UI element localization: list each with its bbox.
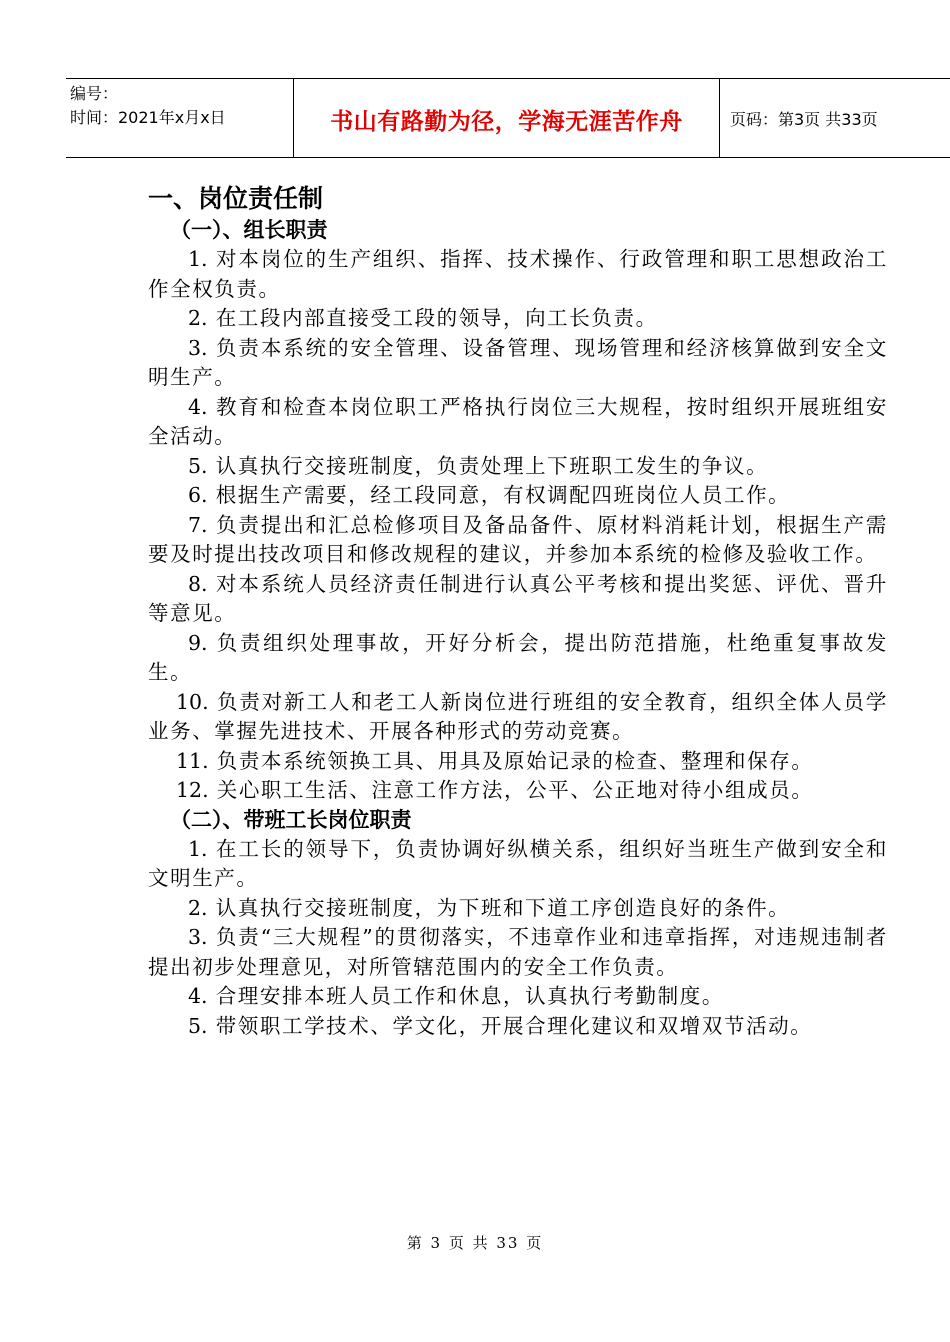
duty-item [148,334,888,393]
duty-item [148,629,888,688]
item-number: 6. [188,483,208,507]
item-text: 教育和检查本岗位职工严格执行岗位三大规程，按时组织开展班组安全活动。 [148,394,888,448]
subsection-title: （一）、组长职责 [170,218,328,242]
duty-item [148,982,888,1012]
item-text: 负责提出和汇总检修项目及备品备件、原材料消耗计划，根据生产需要及时提出技改项目和修改规程的建议，并参加本系统的检修及验收工作。 [148,512,888,566]
item-number: 12. [176,778,209,802]
duty-item [148,688,888,747]
page-footer: 第 3 页 共 33 页 [406,1234,544,1252]
item-number: 3. [188,925,208,949]
item-text: 负责本系统领换工具、用具及原始记录的检查、整理和保存。 [216,748,814,773]
item-text: 负责对新工人和老工人新岗位进行班组的安全教育，组织全体人员学业务、掌握先进技术、开展各种形式的劳动竞赛。 [148,689,889,743]
header-meta-cell [66,79,294,157]
item-number: 2. [188,895,208,920]
item-text: 带领职工学技术、学文化，开展合理化建议和双增双节活动。 [215,1013,813,1038]
duty-item [148,304,888,334]
duty-item [148,245,888,304]
document-body [148,176,888,1041]
item-text: 关心职工生活、注意工作方法，公平、公正地对待小组成员。 [216,778,814,802]
item-number: 7. [188,512,208,537]
duty-item [148,894,888,924]
item-number: 10. [176,689,209,714]
time-label: 时间：2021年x月x日 [70,108,226,127]
item-text: 认真执行交接班制度，负责处理上下班职工发生的争议。 [215,453,769,478]
item-number: 3. [188,335,208,360]
item-text: 负责组织处理事故，开好分析会，提出防范措施，杜绝重复事故发生。 [148,630,888,684]
duty-item [148,923,888,982]
item-number: 1. [188,247,208,271]
item-text: 认真执行交接班制度，为下班和下道工序创造良好的条件。 [215,895,791,920]
duty-item [148,393,888,452]
item-number: 2. [188,306,208,330]
item-number: 9. [188,630,208,655]
item-text: 负责“三大规程”的贯彻落实，不违章作业和违章指挥，对违规违制者提出初步处理意见，对所管辖范围内的安全工作负责。 [148,925,888,979]
duty-item [148,570,888,629]
number-label: 编号： [70,84,119,103]
subsection-title: （二）、带班工长岗位职责 [170,807,412,832]
item-number: 1. [188,836,208,861]
motto: 书山有路勤为径，学海无涯苦作舟 [330,109,683,135]
duty-item [148,1012,888,1042]
duty-item [148,747,888,777]
item-number: 5. [188,1013,208,1038]
item-text: 对本系统人员经济责任制进行认真公平考核和提出奖惩、评优、晋升等意见。 [148,571,888,625]
duty-list [148,835,888,1042]
duty-item [148,481,888,511]
header-motto-cell [294,79,720,157]
item-text: 负责本系统的安全管理、设备管理、现场管理和经济核算做到安全文明生产。 [148,335,888,389]
item-number: 8. [188,571,208,596]
item-number: 4. [188,394,208,419]
item-text: 在工段内部直接受工段的领导，向工长负责。 [215,306,658,330]
page-header [66,78,950,158]
item-number: 5. [188,453,208,478]
duty-list [148,245,888,806]
header-page-cell [720,79,950,157]
item-text: 合理安排本班人员工作和休息，认真执行考勤制度。 [215,984,724,1008]
section-title: 一、岗位责任制 [148,184,324,213]
item-text: 在工长的领导下，负责协调好纵横关系，组织好当班生产做到安全和文明生产。 [148,836,888,890]
item-text: 根据生产需要，经工段同意，有权调配四班岗位人员工作。 [215,483,791,507]
page-label: 页码：第3页 共33页 [730,110,878,129]
item-text: 对本岗位的生产组织、指挥、技术操作、行政管理和职工思想政治工作全权负责。 [148,247,888,301]
item-number: 11. [176,748,209,773]
duty-item [148,452,888,482]
duty-item [148,511,888,570]
duty-item [148,835,888,894]
duty-item [148,776,888,806]
item-number: 4. [188,984,208,1008]
